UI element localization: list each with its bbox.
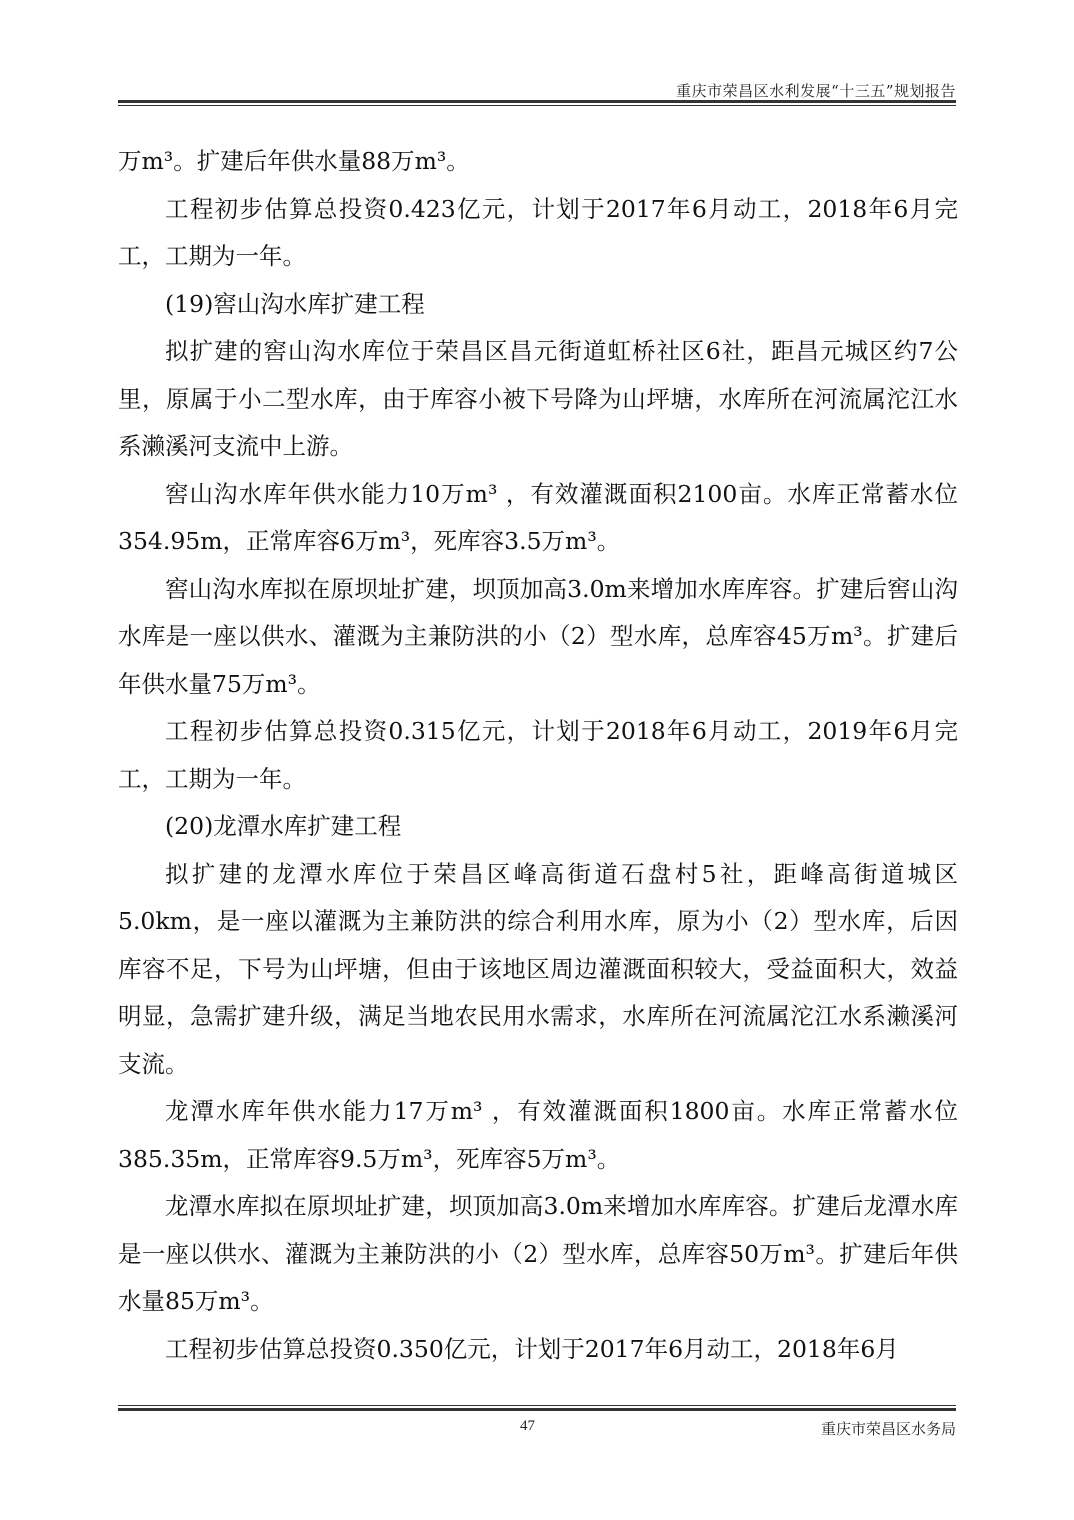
paragraph: 窖山沟水库拟在原坝址扩建，坝顶加高3.0m来增加水库库容。扩建后窖山沟水库是一座以供水、灌溉为主兼防洪的小（2）型水库，总库容45万m³。扩建后年供水量75万m³。 (118, 574, 958, 698)
paragraph: 工程初步估算总投资0.315亿元，计划于2018年6月动工，2019年6月完工，工期为一年。 (118, 717, 958, 793)
paragraph: 龙潭水库拟在原坝址扩建，坝顶加高3.0m来增加水库库容。扩建后龙潭水库是一座以供水、灌溉为主兼防洪的小（2）型水库，总库容50万m³。扩建后年供水量85万m³。 (118, 1192, 958, 1315)
body-text (118, 138, 958, 1373)
footer-organization: 重庆市荣昌区水务局 (820, 1420, 956, 1438)
paragraph: 万m³。扩建后年供水量88万m³。 (118, 147, 470, 175)
footer-rule-thick (118, 1408, 956, 1411)
section-heading: (19)窖山沟水库扩建工程 (165, 289, 425, 318)
paragraph: 拟扩建的龙潭水库位于荣昌区峰高街道石盘村5社，距峰高街道城区5.0km，是一座以灌溉为主兼防洪的综合利用水库，原为小（2）型水库，后因库容不足，下号为山坪塘，但由于该地区周边灌溉面积较大，受益面积大，效益明显，急需扩建升级，满足当地农民用水需求，水库所在河流属沱江水系濑溪河支流。 (118, 859, 958, 1078)
paragraph: 工程初步估算总投资0.350亿元，计划于2017年6月动工，2018年6月 (165, 1334, 899, 1363)
header-rule-thin (118, 105, 956, 106)
paragraph: 龙潭水库年供水能力17万m³ ，有效灌溉面积1800亩。水库正常蓄水位385.35m，正常库容9.5万m³，死库容5万m³。 (118, 1097, 958, 1173)
paragraph: 工程初步估算总投资0.423亿元，计划于2017年6月动工，2018年6月完工，工期为一年。 (118, 194, 958, 270)
footer-rule-thin (118, 1405, 956, 1406)
header-rule-thick (118, 100, 956, 103)
paragraph: 拟扩建的窖山沟水库位于荣昌区昌元街道虹桥社区6社，距昌元城区约7公里，原属于小二型水库，由于库容小被下号降为山坪塘，水库所在河流属沱江水系濑溪河支流中上游。 (118, 337, 958, 460)
page-number: 47 (520, 1418, 535, 1434)
header-title: 重庆市荣昌区水利发展“十三五”规划报告 (676, 82, 956, 100)
section-heading: (20)龙潭水库扩建工程 (165, 812, 402, 840)
paragraph: 窖山沟水库年供水能力10万m³ ，有效灌溉面积2100亩。水库正常蓄水位354.95m，正常库容6万m³，死库容3.5万m³。 (118, 479, 958, 555)
